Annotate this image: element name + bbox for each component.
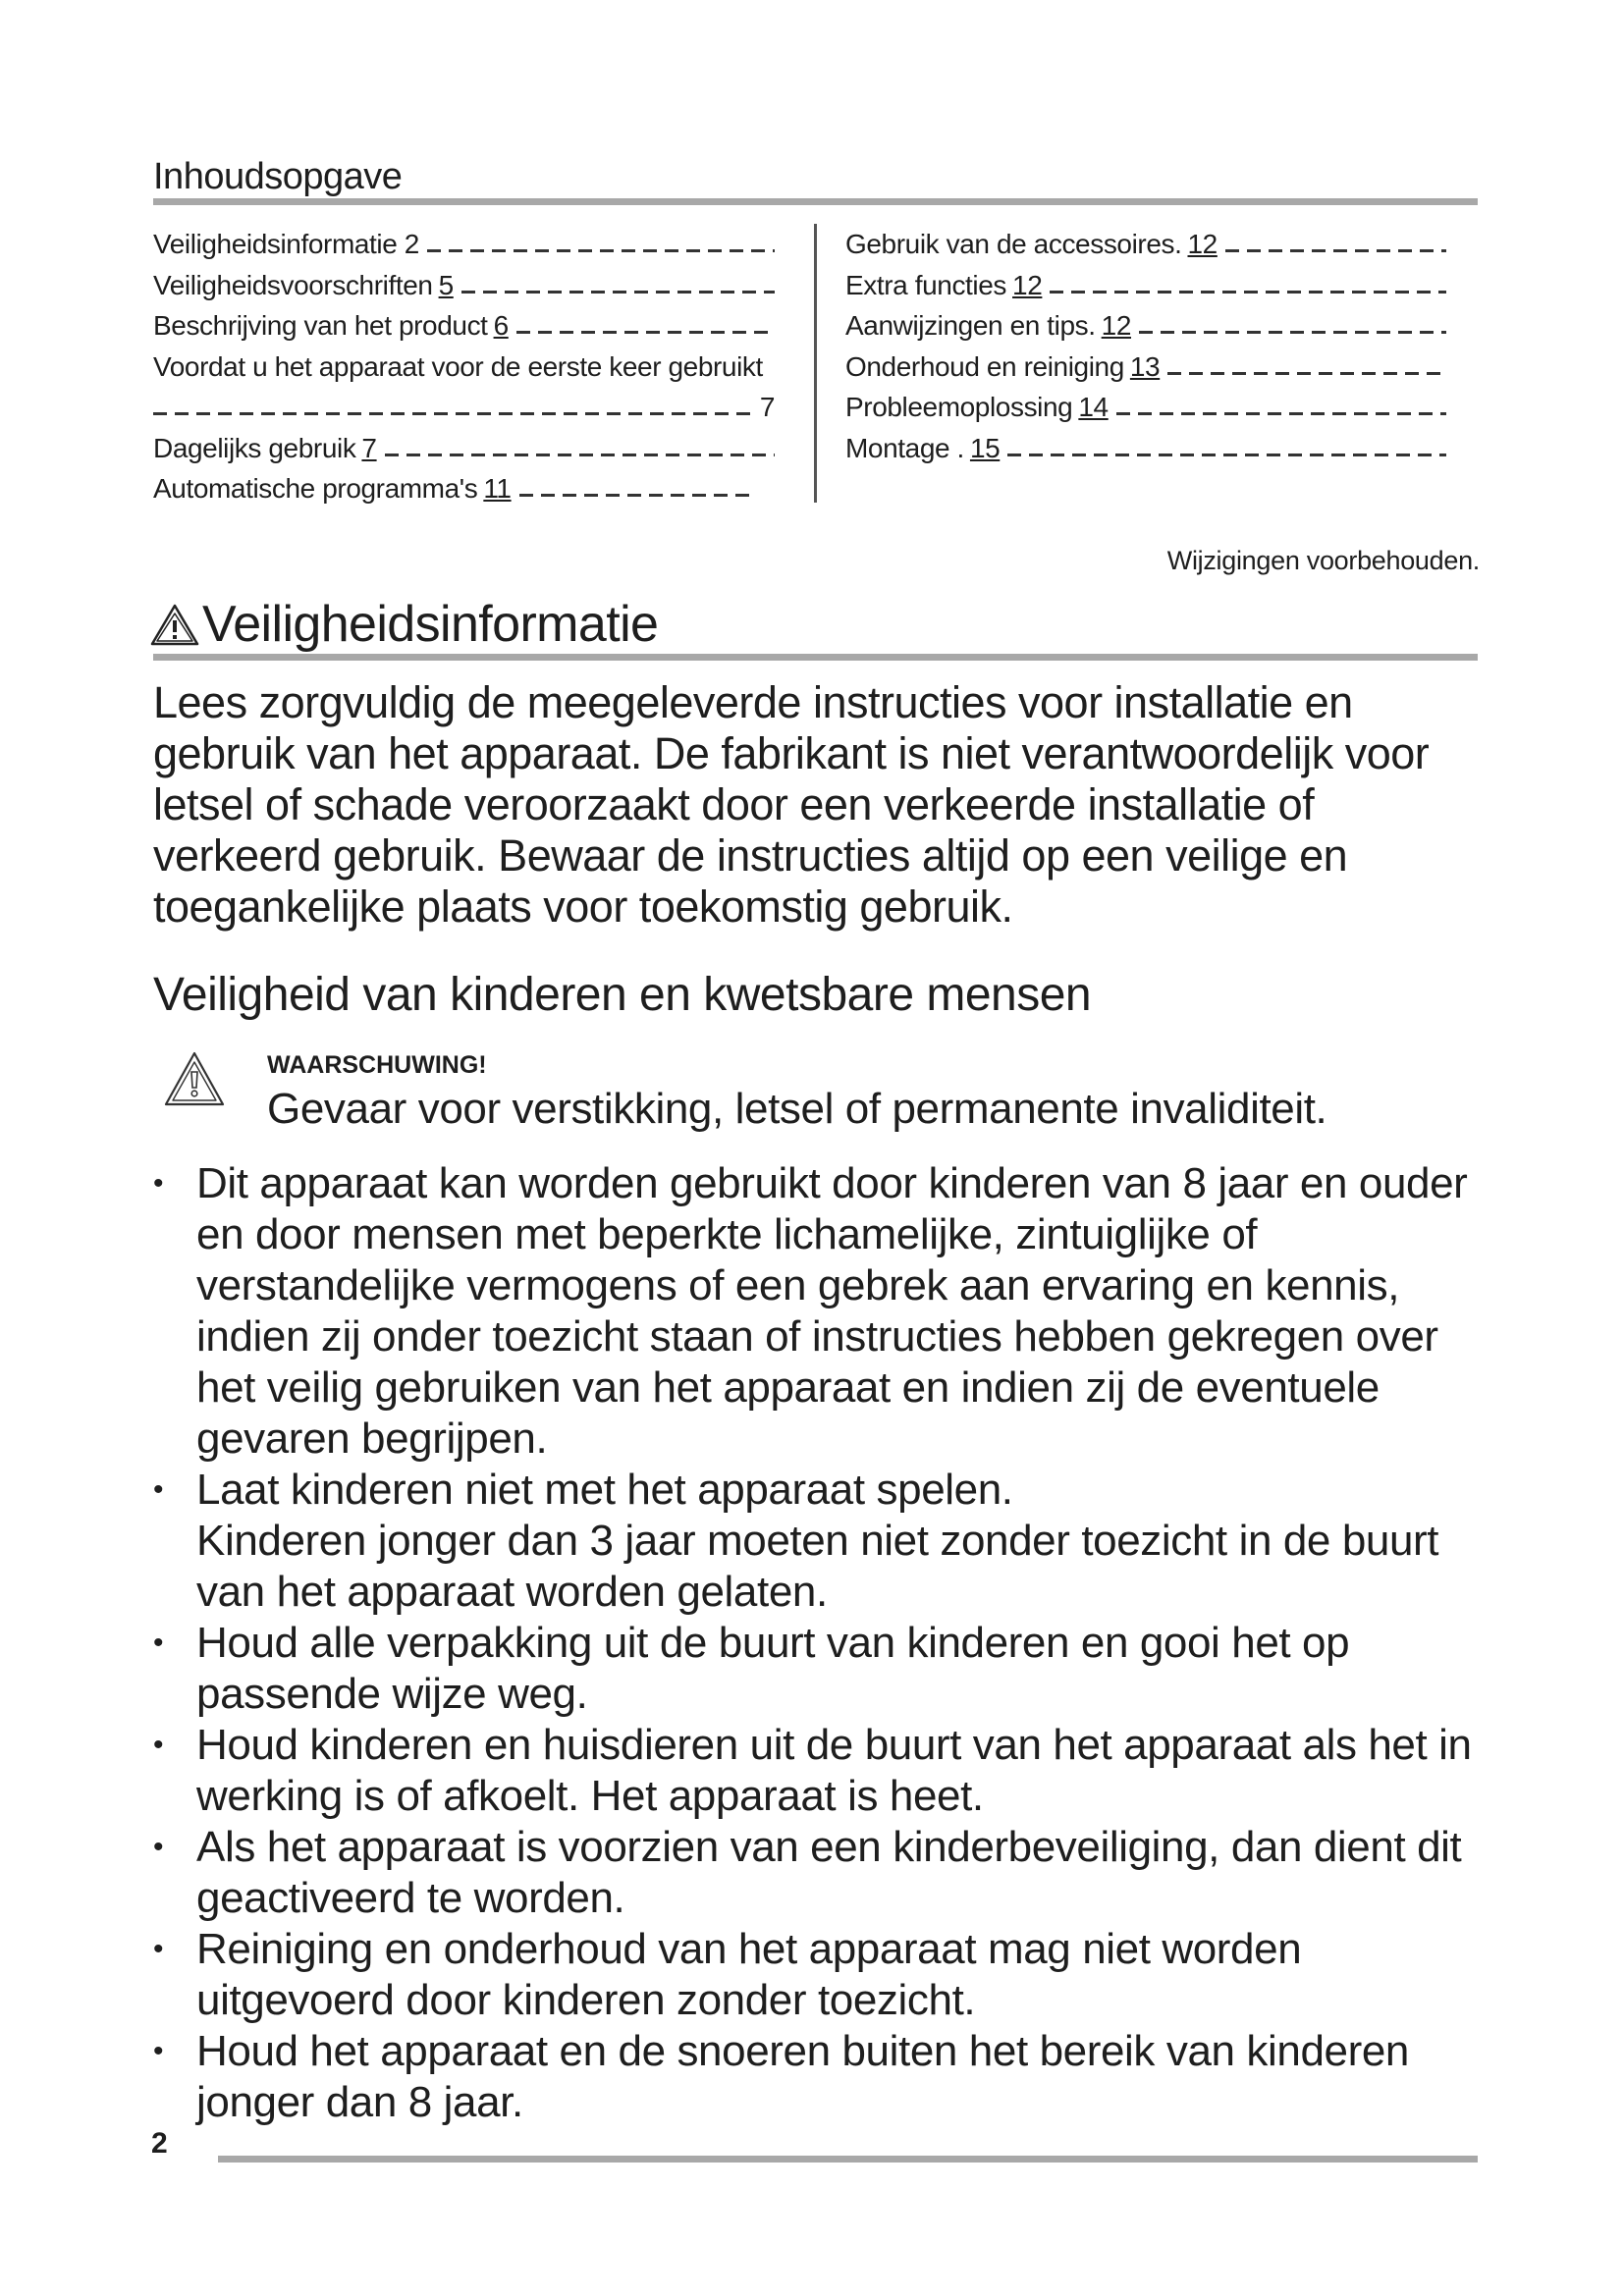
bullet-text: Houd het apparaat en de snoeren buiten het bereik van kinderen jonger dan 8 jaar. (196, 2027, 1410, 2126)
toc-leader (1139, 331, 1446, 334)
toc-entry-label: Beschrijving van het product (153, 310, 488, 341)
toc-entry-continuation[interactable] (153, 387, 775, 428)
toc-entry[interactable] (153, 468, 752, 509)
toc-leader (385, 454, 775, 456)
bullet-text: Reiniging en onderhoud van het apparaat mag niet worden uitgevoerd door kinderen zonder toezicht. (196, 1925, 1302, 2024)
bullet-dot: • (153, 1831, 164, 1863)
toc-entry-page: 11 (483, 473, 512, 504)
bullet-text: Dit apparaat kan worden gebruikt door kinderen van 8 jaar en ouder en door mensen met beperkte lichamelijke, zintuiglijke of verstandelijke vermogens of een gebrek aan ervaring en kennis, indien zij onder toezicht staan of instructies hebben gekregen over het veilig gebruiken van het apparaat en indien zij de eventuele gevaren begrijpen. (196, 1159, 1468, 1463)
toc-leader (1050, 291, 1446, 294)
bullet-item (147, 1924, 1492, 2026)
bullet-text: Laat kinderen niet met het apparaat spelen. (196, 1466, 1013, 1514)
toc-entry[interactable] (845, 224, 1446, 265)
toc-entry-page: 6 (493, 310, 509, 341)
warning-text: Gevaar voor verstikking, letsel of permanente invaliditeit. (267, 1085, 1327, 1133)
section-title-rule (153, 654, 1478, 661)
bullet-text: Als het apparaat is voorzien van een kinderbeveiliging, dan dient dit geactiveerd te worden. (196, 1823, 1462, 1922)
subsection-heading: Veiligheid van kinderen en kwetsbare mensen (153, 969, 1092, 1021)
bullet-item (147, 1720, 1492, 1822)
toc-entry-page: 5 (438, 269, 454, 300)
bullet-text: Houd kinderen en huisdieren uit de buurt van het apparaat als het in werking is of afkoelt. Het apparaat is heet. (196, 1721, 1472, 1820)
toc-entry[interactable] (845, 428, 1446, 469)
toc-leader (519, 494, 752, 497)
toc-leader (461, 291, 775, 294)
section-heading (149, 593, 658, 656)
toc-left-column (153, 224, 775, 509)
toc-right-column (845, 224, 1446, 468)
toc-leader (427, 249, 775, 252)
bullet-dot: • (153, 1933, 164, 1965)
toc-entry-page: 14 (1078, 392, 1109, 422)
bullet-dot: • (153, 2035, 164, 2067)
warning-triangle-icon (149, 602, 200, 647)
toc-entry[interactable] (845, 387, 1446, 428)
toc-entry-page: 7 (361, 432, 377, 463)
toc-entry[interactable] (845, 305, 1446, 347)
bullet-dot: • (153, 1729, 164, 1761)
toc-entry-label: Probleemoplossing (845, 392, 1073, 422)
safety-bullet-list (147, 1158, 1492, 2128)
toc-entry-page: 7 (759, 392, 775, 422)
toc-leader (1225, 249, 1446, 252)
toc-entry-label: Voordat u het apparaat voor de eerste keer gebruikt (153, 350, 763, 382)
warning-triangle-icon (163, 1050, 226, 1107)
toc-leader (1007, 454, 1446, 456)
toc-column-divider (814, 224, 817, 503)
toc-leader (1116, 412, 1446, 415)
toc-title-rule (153, 198, 1478, 205)
bullet-item (147, 1822, 1492, 1924)
toc-entry-label: Extra functies (845, 269, 1007, 300)
warning-label: WAARSCHUWING! (267, 1051, 487, 1079)
toc-entry-page: 12 (1101, 310, 1132, 341)
toc-entry[interactable] (153, 428, 775, 469)
bullet-dot: • (153, 1473, 164, 1506)
footer-rule (218, 2156, 1478, 2163)
toc-entry-label: Aanwijzingen en tips. (845, 310, 1096, 341)
bullet-continuation: Kinderen jonger dan 3 jaar moeten niet zonder toezicht in de buurt van het apparaat worden gelaten. (196, 1517, 1439, 1616)
bullet-item (147, 2026, 1492, 2128)
changes-reserved-note: Wijzigingen voorbehouden. (1166, 546, 1480, 575)
toc-leader (1167, 372, 1446, 375)
toc-entry-label: Automatische programma's (153, 473, 478, 504)
bullet-item (147, 1158, 1492, 1465)
toc-entry-label: Veiligheidsvoorschriften (153, 269, 433, 300)
bullet-text: Houd alle verpakking uit de buurt van kinderen en gooi het op passende wijze weg. (196, 1619, 1350, 1718)
toc-entry[interactable] (153, 305, 775, 347)
toc-entry[interactable] (153, 224, 775, 265)
bullet-item (147, 1618, 1492, 1720)
toc-entry-label: Montage . (845, 432, 964, 463)
bullet-dot: • (153, 1627, 164, 1659)
bullet-item (147, 1465, 1492, 1618)
toc-entry-page: 13 (1129, 350, 1161, 382)
section-title: Veiligheidsinformatie (202, 596, 659, 653)
toc-entry-page: 12 (1187, 229, 1218, 259)
intro-paragraph: Lees zorgvuldig de meegeleverde instructies voor installatie en gebruik van het apparaat. De fabrikant is niet verantwoordelijk voor letsel of schade veroorzaakt door een verkeerde installatie of verkeerd gebruik. Bewaar de instructies altijd op een veilige en toegankelijke plaats voor toekomstig gebruik. (153, 677, 1430, 932)
toc-title: Inhoudsopgave (153, 156, 403, 197)
toc-entry-label: Gebruik van de accessoires. (845, 229, 1182, 259)
toc-entry-page: 15 (969, 432, 1001, 463)
toc-entry[interactable] (153, 347, 775, 388)
toc-entry[interactable] (845, 265, 1446, 306)
toc-entry[interactable] (153, 265, 775, 306)
toc-leader (516, 331, 775, 334)
toc-entry-page: 12 (1012, 269, 1043, 300)
toc-entry[interactable] (845, 347, 1446, 388)
toc-entry-label: Veiligheidsinformatie 2 (153, 229, 419, 259)
bullet-dot: • (153, 1167, 164, 1200)
toc-entry-label: Dagelijks gebruik (153, 432, 356, 463)
page-number: 2 (151, 2127, 168, 2160)
toc-leader (153, 412, 752, 415)
toc-entry-label: Onderhoud en reiniging (845, 350, 1124, 382)
